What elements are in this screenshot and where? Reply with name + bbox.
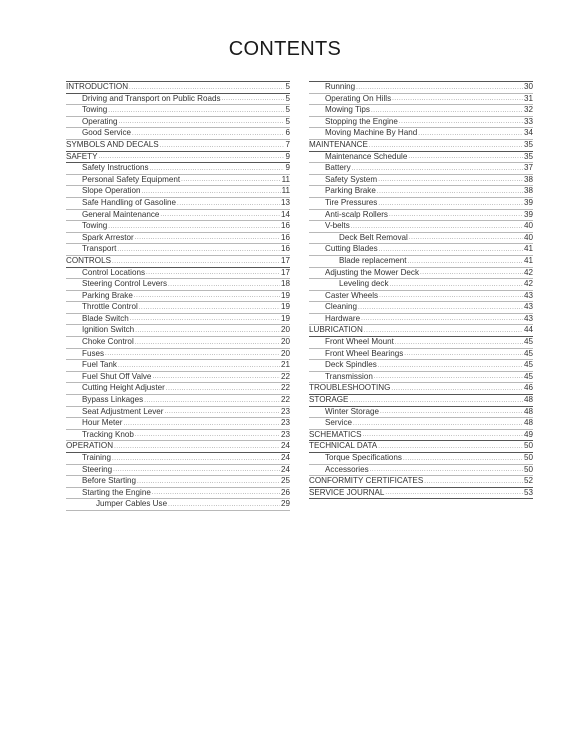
toc-entry-title: Safety Instructions (82, 163, 149, 173)
toc-entry-page: 43 (523, 290, 533, 300)
toc-entry-title: Battery (325, 163, 351, 173)
toc-entry-page: 16 (280, 221, 290, 231)
toc-entry-title: Tire Pressures (325, 197, 378, 207)
toc-entry-title: Operating (82, 116, 118, 126)
toc-entry-page: 44 (523, 325, 533, 335)
toc-entry-page: 42 (523, 267, 533, 277)
toc-leader-dots (377, 187, 523, 197)
toc-entry-page: 19 (280, 302, 290, 312)
toc-entry-page: 40 (523, 232, 533, 242)
toc-leader-dots (391, 384, 523, 394)
toc-entry-page: 9 (285, 163, 290, 173)
toc-leader-dots (112, 454, 280, 464)
toc-entry-page: 38 (523, 186, 533, 196)
toc-entry-title: Deck Spindles (325, 360, 377, 370)
toc-entry-page: 50 (523, 453, 533, 462)
toc-leader-dots (137, 477, 280, 487)
toc-leader-dots (399, 117, 523, 127)
toc-entry-title: Tracking Knob (82, 429, 134, 439)
toc-leader-dots (378, 175, 523, 185)
toc-leader-dots (118, 361, 280, 371)
toc-leader-dots (390, 280, 523, 290)
toc-leader-dots (353, 419, 523, 429)
toc-entry-title: Maintenance Schedule (325, 151, 408, 161)
toc-leader-dots (105, 349, 280, 359)
toc-entry-page: 14 (280, 209, 290, 219)
toc-leader-dots (418, 129, 523, 139)
toc-entry-page: 16 (280, 232, 290, 242)
toc-leader-dots (361, 314, 523, 324)
toc-entry-page: 52 (523, 476, 533, 486)
toc-leader-dots (378, 442, 523, 452)
toc-entry-page: 48 (523, 406, 533, 416)
toc-leader-dots (356, 83, 523, 93)
toc-leader-dots (385, 488, 523, 498)
toc-entry-title: Moving Machine By Hand (325, 128, 418, 138)
toc-entry-page: 20 (280, 337, 290, 347)
toc-entry[interactable] (66, 499, 290, 511)
toc-entry-title: Blade Switch (82, 313, 129, 323)
toc-leader-dots (139, 303, 280, 313)
toc-entry-page: 29 (280, 499, 290, 509)
toc-leader-dots (113, 465, 280, 475)
toc-leader-dots (408, 152, 523, 162)
toc-entry-page: 26 (280, 487, 290, 497)
toc-leader-dots (395, 338, 523, 348)
toc-entry-page: 33 (523, 116, 533, 126)
toc-entry-title: Throttle Control (82, 302, 138, 312)
toc-leader-dots (408, 257, 523, 267)
toc-leader-dots (409, 233, 523, 243)
toc-entry-title: Choke Control (82, 337, 134, 347)
toc-entry-page: 13 (280, 197, 290, 207)
toc-entry-title: Steering (82, 464, 113, 474)
toc-entry-page: 25 (280, 476, 290, 486)
toc-entry-page: 5 (285, 93, 290, 103)
toc-entry-page: 23 (280, 418, 290, 428)
toc-entry-page: 5 (285, 105, 290, 115)
toc-entry-title: Fuel Shut Off Valve (82, 371, 152, 381)
toc-leader-dots (168, 500, 280, 510)
toc-leader-dots (370, 465, 523, 475)
toc-entry-title: Accessories (325, 464, 369, 474)
toc-entry-page: 34 (523, 128, 533, 138)
toc-entry-title: CONTROLS (66, 255, 111, 265)
toc-entry-page: 11 (281, 174, 290, 184)
toc-leader-dots (142, 187, 281, 197)
toc-entry-page: 6 (285, 128, 290, 138)
toc-leader-dots (129, 83, 284, 93)
toc-entry-page: 48 (523, 395, 533, 405)
toc-leader-dots (374, 372, 523, 382)
toc-entry-title: Good Service (82, 128, 132, 138)
toc-entry-page: 45 (523, 371, 533, 381)
toc-leader-dots (152, 488, 280, 498)
toc-entry-title: TECHNICAL DATA (309, 441, 378, 451)
toc-entry-page: 5 (285, 116, 290, 126)
toc-entry-title: Adjusting the Mower Deck (325, 267, 420, 277)
toc-entry-page: 22 (280, 395, 290, 405)
toc-entry-title: Mowing Tips (325, 105, 370, 115)
toc-leader-dots (349, 396, 523, 406)
toc-leader-dots (132, 129, 284, 139)
toc-entry-title: Caster Wheels (325, 290, 379, 300)
toc-leader-dots (392, 94, 523, 104)
toc-leader-dots (371, 106, 523, 116)
toc-leader-dots (135, 338, 280, 348)
toc-entry-page: 48 (523, 418, 533, 428)
toc-entry-title: Towing (82, 105, 108, 115)
toc-entry-title: Safe Handling of Gasoline (82, 197, 177, 207)
toc-leader-dots (150, 164, 285, 174)
toc-entry-title: Torque Specifications (325, 453, 402, 462)
toc-leader-dots (369, 141, 523, 151)
toc-entry-title: Spark Arrestor (82, 232, 134, 242)
toc-entry-page: 30 (523, 82, 533, 91)
toc-entry-page: 45 (523, 348, 533, 358)
toc-entry-title: SAFETY (66, 151, 98, 161)
toc-entry-title: Hardware (325, 313, 361, 323)
toc-entry-page: 35 (523, 139, 533, 149)
toc-entry-page: 24 (280, 441, 290, 451)
toc-entry-title: SCHEMATICS (309, 429, 362, 439)
toc-leader-dots (222, 94, 285, 104)
toc-entry-title: Transmission (325, 371, 373, 381)
toc-leader-dots (403, 454, 523, 464)
toc-leader-dots (160, 210, 280, 220)
toc-entry-page: 9 (285, 151, 290, 161)
toc-entry-title: Ignition Switch (82, 325, 135, 335)
toc-entry-title: Towing (82, 221, 108, 231)
toc-entry-title: Running (325, 82, 356, 91)
toc-entry-title: Seat Adjustment Lever (82, 406, 164, 416)
toc-entry-title: Anti-scalp Rollers (325, 209, 388, 219)
toc-leader-dots (114, 442, 280, 452)
toc-entry-title: Operating On Hills (325, 93, 392, 103)
toc-entry-title: OPERATION (66, 441, 114, 451)
toc-entry-title: Control Locations (82, 267, 145, 277)
toc-entry-title: CONFORMITY CERTIFICATES (309, 476, 424, 486)
toc-entry-title: Fuses (82, 348, 105, 358)
toc-entry-page: 31 (523, 93, 533, 103)
toc-entry-title: Parking Brake (325, 186, 376, 196)
toc-leader-dots (378, 361, 523, 371)
toc-leader-dots (364, 326, 523, 336)
toc-entry-page: 17 (280, 255, 290, 265)
toc-entry-page: 5 (285, 82, 290, 91)
toc-leader-dots (160, 141, 285, 151)
toc-entry-title: SERVICE JOURNAL (309, 487, 385, 497)
toc-leader-dots (389, 210, 523, 220)
toc-leader-dots (420, 268, 523, 278)
toc-entry-title: Before Starting (82, 476, 136, 486)
toc-entry-page: 38 (523, 174, 533, 184)
toc-entry[interactable] (309, 488, 533, 500)
toc-entry-page: 41 (523, 255, 533, 265)
toc-entry-page: 43 (523, 302, 533, 312)
toc-leader-dots (98, 152, 284, 162)
toc-entry-title: Training (82, 453, 111, 462)
toc-entry-title: General Maintenance (82, 209, 160, 219)
toc-entry-page: 19 (280, 313, 290, 323)
toc-entry-page: 22 (280, 383, 290, 393)
toc-entry-page: 40 (523, 221, 533, 231)
toc-entry-page: 24 (280, 453, 290, 462)
toc-entry-page: 22 (280, 371, 290, 381)
toc-entry-title: Front Wheel Mount (325, 337, 394, 347)
toc-entry-page: 42 (523, 279, 533, 289)
toc-entry-page: 37 (523, 163, 533, 173)
toc-leader-dots (144, 396, 280, 406)
toc-entry-title: Leveling deck (339, 279, 389, 289)
toc-leader-dots (424, 477, 523, 487)
toc-entry-page: 53 (523, 487, 533, 497)
toc-entry-title: Hour Meter (82, 418, 123, 428)
toc-leader-dots (168, 280, 280, 290)
toc-entry-page: 32 (523, 105, 533, 115)
toc-entry-page: 20 (280, 325, 290, 335)
toc-leader-dots (379, 245, 523, 255)
toc-entry-title: Cleaning (325, 302, 357, 312)
toc-entry-page: 50 (523, 441, 533, 451)
toc-leader-dots (108, 106, 284, 116)
toc-leader-dots (123, 419, 280, 429)
toc-leader-dots (135, 326, 280, 336)
toc-entry-title: Stopping the Engine (325, 116, 398, 126)
toc-entry-title: Driving and Transport on Public Roads (82, 93, 221, 103)
toc-leader-dots (380, 407, 523, 417)
toc-entry-page: 41 (523, 244, 533, 254)
toc-entry-title: V-belts (325, 221, 350, 231)
toc-entry-page: 16 (280, 244, 290, 254)
toc-entry-title: Winter Storage (325, 406, 379, 416)
toc-left-column (66, 81, 290, 511)
toc-entry-page: 45 (523, 360, 533, 370)
toc-entry-title: Service (325, 418, 352, 428)
toc-leader-dots (146, 268, 280, 278)
toc-entry-page: 24 (280, 464, 290, 474)
toc-leader-dots (135, 233, 280, 243)
toc-leader-dots (108, 222, 280, 232)
toc-entry-page: 50 (523, 464, 533, 474)
toc-entry-title: Personal Safety Equipment (82, 174, 181, 184)
toc-entry-title: Jumper Cables Use (96, 499, 168, 509)
toc-leader-dots (362, 430, 523, 440)
toc-leader-dots (351, 222, 523, 232)
toc-entry-title: Bypass Linkages (82, 395, 144, 405)
toc-leader-dots (358, 303, 523, 313)
toc-leader-dots (130, 314, 280, 324)
toc-leader-dots (117, 245, 280, 255)
toc-leader-dots (164, 407, 280, 417)
toc-leader-dots (135, 430, 280, 440)
toc-entry-title: Safety System (325, 174, 378, 184)
toc-entry-page: 17 (280, 267, 290, 277)
toc-leader-dots (177, 199, 280, 209)
toc-leader-dots (119, 117, 285, 127)
toc-entry-title: Starting the Engine (82, 487, 151, 497)
toc-entry-title: Deck Belt Removal (339, 232, 408, 242)
toc-entry-page: 49 (523, 429, 533, 439)
toc-entry[interactable] (66, 140, 290, 152)
toc-entry-page: 20 (280, 348, 290, 358)
toc-entry-page: 11 (281, 186, 290, 196)
toc-leader-dots (379, 291, 523, 301)
toc-entry-title: TROUBLESHOOTING (309, 383, 391, 393)
toc-entry-title: Cutting Height Adjuster (82, 383, 165, 393)
toc-leader-dots (378, 199, 523, 209)
toc-entry-page: 21 (280, 360, 290, 370)
toc-leader-dots (166, 384, 280, 394)
toc-leader-dots (134, 291, 280, 301)
toc-leader-dots (152, 372, 280, 382)
toc-entry-page: 35 (523, 151, 533, 161)
toc-entry-title: MAINTENANCE (309, 139, 368, 149)
toc-entry-title: Slope Operation (82, 186, 141, 196)
toc-entry-page: 19 (280, 290, 290, 300)
toc-entry-title: Parking Brake (82, 290, 133, 300)
toc-right-column (309, 81, 533, 499)
toc-entry-title: Front Wheel Bearings (325, 348, 404, 358)
toc-entry-title: Cutting Blades (325, 244, 378, 254)
toc-leader-dots (404, 349, 523, 359)
toc-entry-title: Fuel Tank (82, 360, 117, 370)
toc-leader-dots (181, 175, 281, 185)
toc-entry-page: 23 (280, 429, 290, 439)
toc-entry-page: 45 (523, 337, 533, 347)
toc-leader-dots (352, 164, 523, 174)
toc-entry-page: 43 (523, 313, 533, 323)
page-title: CONTENTS (228, 38, 342, 60)
toc-entry-title: Steering Control Levers (82, 279, 168, 289)
toc-entry-page: 7 (285, 139, 290, 149)
toc-entry-title: Transport (82, 244, 117, 254)
toc-entry-title: STORAGE (309, 395, 349, 405)
toc-entry-title: Blade replacement (339, 255, 407, 265)
toc-entry-page: 39 (523, 197, 533, 207)
toc-leader-dots (112, 257, 280, 267)
toc-entry-title: SYMBOLS AND DECALS (66, 139, 159, 149)
toc-entry-page: 39 (523, 209, 533, 219)
toc-entry-title: LUBRICATION (309, 325, 363, 335)
toc-entry-title: INTRODUCTION (66, 82, 129, 91)
toc-entry-page: 23 (280, 406, 290, 416)
toc-entry-page: 46 (523, 383, 533, 393)
toc-entry-page: 18 (280, 279, 290, 289)
